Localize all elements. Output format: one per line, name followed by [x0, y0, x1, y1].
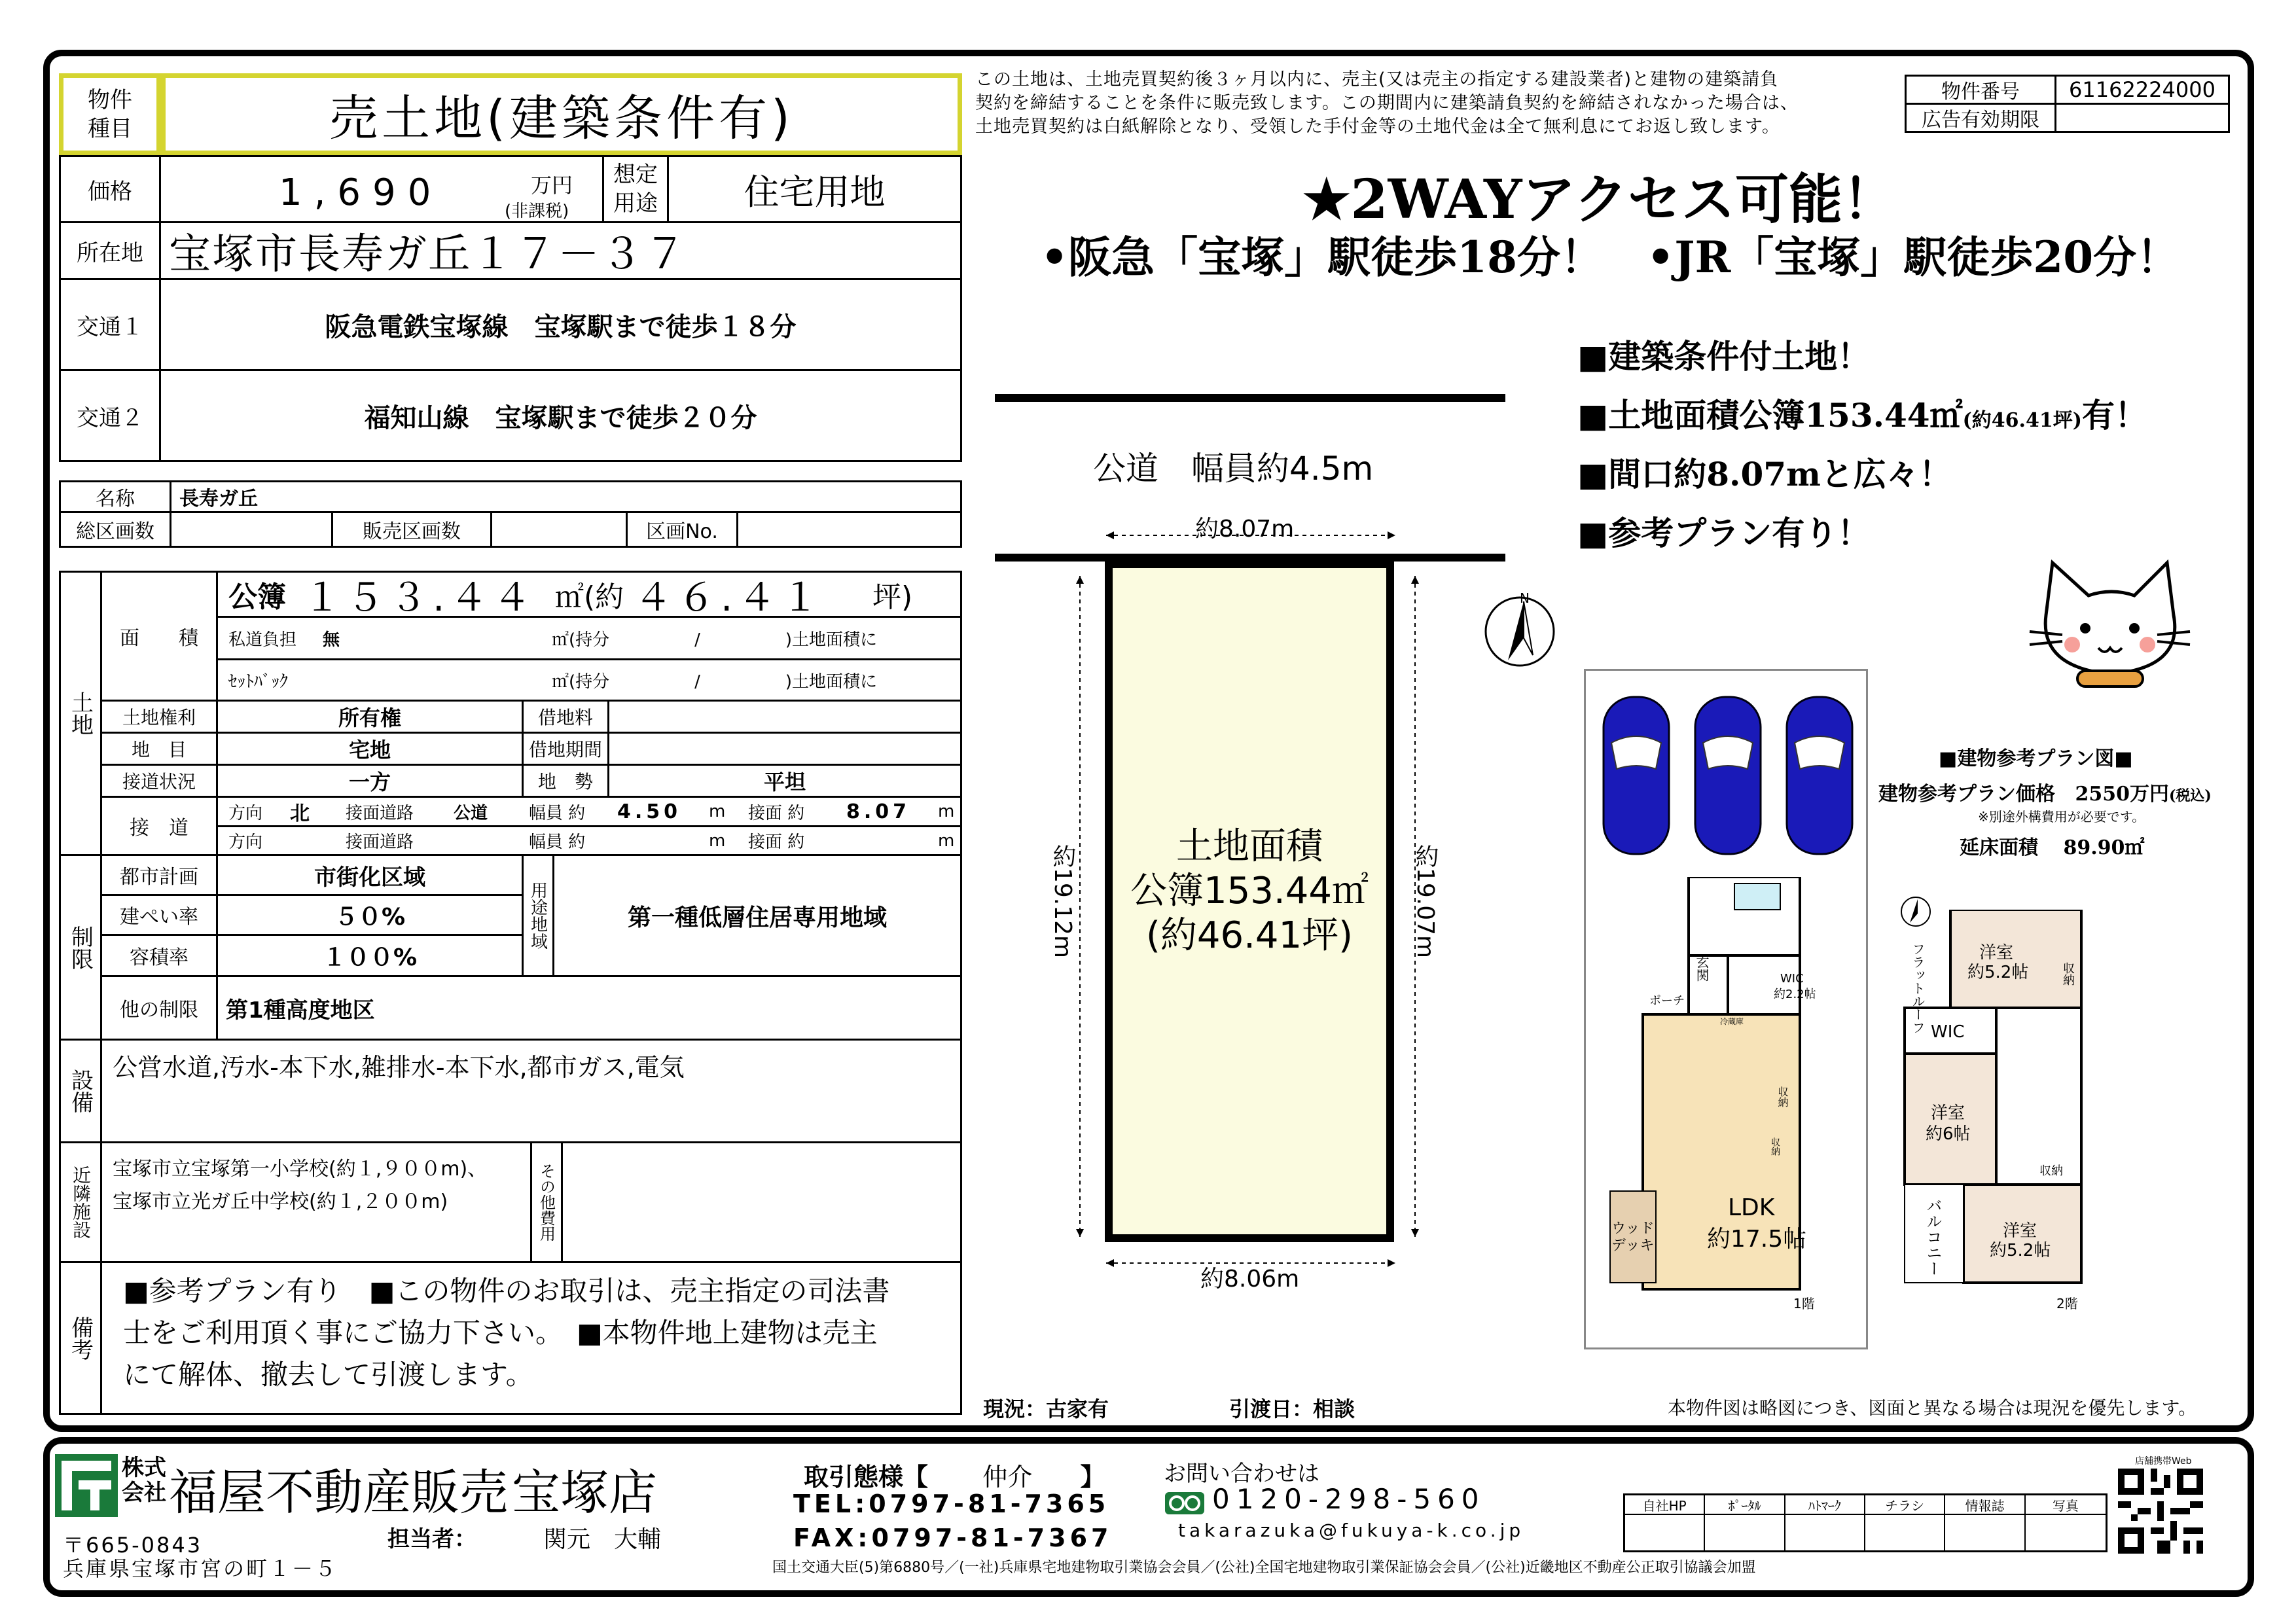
email[interactable]: takarazuka@fukuya-k.co.jp — [1178, 1520, 1525, 1541]
lot-no-label-cell — [626, 511, 738, 548]
contact-label: 接道状況 — [122, 771, 196, 793]
deal-end: 】 — [1080, 1463, 1105, 1491]
facilities-label-cell — [59, 1039, 102, 1143]
dim-left: 約19.12m — [1049, 844, 1076, 959]
property-type: 売土地(建築条件有) — [329, 90, 794, 147]
nearby-line-1: 宝塚市立宝塚第一小学校(約１,９００m)、 — [113, 1158, 488, 1181]
remarks-line-2: 士をご利用頂く事にご協力下さい。 ■本物件地上建物は売主 — [123, 1317, 878, 1349]
lot-name: 長寿ガ丘 — [179, 488, 258, 510]
lease-term-cell — [607, 732, 962, 766]
media-cell-2: ﾎﾟｰﾀﾙ — [1705, 1495, 1785, 1515]
land-section-label: 土地 — [67, 691, 94, 736]
headline-stations: •阪急「宝塚」駅徒歩18分！ •JR「宝塚」駅徒歩20分！ — [1041, 232, 2180, 283]
point-4: ■参考プラン有り！ — [1577, 514, 1871, 552]
transport1-cell — [159, 278, 962, 371]
handover-status: 引渡日：相談 — [1229, 1397, 1355, 1421]
zone-cell — [552, 854, 962, 977]
plan-note: ※別途外構費用が必要です。 — [1978, 809, 2145, 825]
plan-floor-value: 89.90㎡ — [2063, 836, 2145, 859]
staff-name: 関元 大輔 — [543, 1526, 662, 1553]
lease-term-label-cell — [522, 732, 609, 766]
road2-width-unit: m — [709, 830, 726, 851]
room-2f-western-a-size: 約5.2帖 — [1967, 963, 2029, 982]
total-lots-cell — [170, 511, 333, 548]
address-cell — [159, 221, 962, 280]
area-sqm-unit: ㎡(約 — [555, 580, 624, 614]
road1-cell — [216, 796, 962, 827]
sale-lots-label: 販売区画数 — [363, 520, 461, 543]
license: 国土交通大臣(5)第6880号／(一社)兵庫県宅地建物取引業協会会員／(公社)全国宅地建物取引業保証協会会員／(公社)近畿地区不動産公正取引協議会加盟 — [772, 1560, 1756, 1576]
coverage-cell — [216, 894, 524, 936]
media-cell-6: 写真 — [2026, 1495, 2106, 1515]
price-label: 価格 — [88, 178, 132, 205]
plan-tax: (税込) — [2168, 787, 2212, 804]
type-label-cell — [59, 73, 161, 155]
media-table — [1623, 1493, 2108, 1552]
plot-label-tsubo: (約46.41坪) — [1145, 914, 1353, 957]
far-label: 容積率 — [130, 946, 188, 969]
other-cost-cell — [561, 1141, 962, 1263]
coverage-value: ５０% — [334, 903, 406, 931]
transport1-label: 交通１ — [77, 313, 143, 340]
room-1f-storage: 収納 — [1776, 1086, 1789, 1107]
area-cell — [216, 571, 962, 618]
room-2f-western-b: 洋室 — [1931, 1103, 1965, 1123]
inquiry-label: お問い合わせは — [1164, 1461, 1319, 1487]
price-unit: 万円 — [531, 173, 573, 198]
dim-right: 約19.07m — [1412, 844, 1439, 959]
road1-direction: 北 — [290, 802, 310, 825]
room-2f-storage-b: 収納 — [2039, 1164, 2063, 1178]
road-label-cell — [100, 796, 218, 856]
sale-lots-cell — [490, 511, 628, 548]
road2-direction-label: 方向 — [228, 832, 263, 852]
road2-width-label: 幅員 約 — [529, 832, 586, 852]
point-3: ■間口約8.07mと広々！ — [1577, 455, 1952, 493]
lot-no-label: 区画No. — [646, 520, 718, 543]
other-restr-label-cell — [100, 975, 218, 1041]
room-2f-western-c-size: 約5.2帖 — [1990, 1241, 2051, 1260]
transport2-label-cell — [59, 369, 161, 462]
point-1: ■建築条件付土地！ — [1577, 337, 1871, 376]
room-1f-porch: ポーチ — [1649, 994, 1685, 1008]
other-cost-label: その他費用 — [537, 1163, 556, 1241]
transport2-label: 交通２ — [77, 404, 143, 431]
category-label: 地 目 — [131, 739, 187, 760]
qr-label: 店舗携帯Web — [2135, 1456, 2192, 1467]
sale-lots-label-cell — [331, 511, 492, 548]
price-value: 1,690 — [279, 171, 443, 214]
transport1-value: 阪急電鉄宝塚線 宝塚駅まで徒歩１８分 — [325, 312, 797, 342]
contact-value: 一方 — [348, 770, 391, 794]
point-2 — [1577, 389, 2147, 437]
road2-frontage-unit: m — [938, 830, 955, 851]
use-cell — [667, 155, 962, 223]
room-1f-wic-size: 約2.2帖 — [1774, 988, 1816, 1001]
current-status: 現況：古家有 — [983, 1397, 1109, 1421]
room-1f-storage-2: 収納 — [1770, 1137, 1780, 1156]
zone-label: 用途地域 — [528, 882, 548, 950]
terrain-value: 平坦 — [763, 770, 806, 794]
room-2f-western-c: 洋室 — [2003, 1221, 2037, 1241]
transport2-value: 福知山線 宝塚駅まで徒歩２０分 — [364, 402, 757, 433]
road1-width-unit: m — [709, 802, 726, 821]
private-road-cell — [216, 616, 962, 660]
room-1f-wic: WIC — [1780, 972, 1804, 986]
notice-line-3: 土地売買契約は白紙解除となり、受領した手付金等の土地代金は全て無利息にてお返し致します。 — [975, 116, 1780, 137]
road1-frontage-label: 接面 約 — [748, 803, 805, 823]
property-no-label-cell — [1905, 75, 2056, 105]
dim-bottom: 約8.06m — [1200, 1266, 1300, 1293]
room-1f-ldk-size: 約17.5帖 — [1707, 1226, 1807, 1253]
road1-frontage: 8.07 — [846, 800, 911, 823]
plan-price-label: 建物参考プラン価格 — [1878, 783, 2055, 806]
deal-label: 取引態様【 — [804, 1463, 929, 1491]
dim-top: 約8.07m — [1195, 516, 1295, 543]
room-1f-fridge: 冷蔵庫 — [1720, 1017, 1744, 1026]
room-2f-western-b-size: 約6帖 — [1926, 1124, 1971, 1144]
total-lots-label: 総区画数 — [76, 520, 154, 543]
point-2-end: 有！ — [2081, 396, 2147, 435]
area-sqm: １５３.４４ — [303, 575, 537, 620]
area-label: 面 積 — [120, 627, 198, 650]
other-restr-cell — [216, 975, 962, 1041]
category-cell — [216, 732, 524, 766]
company-name-text: 福屋不動産販売 — [169, 1465, 508, 1521]
company-zip: 〒665-0843 — [63, 1533, 203, 1558]
remarks-label-cell — [59, 1261, 102, 1415]
road-line-top — [995, 394, 1505, 402]
road1-width: 4.50 — [617, 800, 682, 823]
plot-label — [1113, 825, 1386, 958]
staff-label: 担当者： — [387, 1526, 476, 1552]
point-2-tsubo: (約46.41坪) — [1962, 409, 2082, 432]
room-1f-ldk: LDK — [1728, 1194, 1775, 1221]
plan-price-line — [1878, 777, 2212, 806]
tel[interactable]: TEL:0797-81-7365 — [793, 1489, 1110, 1518]
private-road-value: 無 — [323, 630, 340, 650]
contact-cell — [216, 764, 524, 798]
point-2-area: ■土地面積公簿153.44㎡ — [1577, 396, 1963, 435]
road2-cell — [216, 825, 962, 856]
corp-type: 株式会社 — [122, 1455, 166, 1506]
road-label: 接 道 — [130, 817, 188, 840]
room-2f-balcony: バルコニー — [1924, 1198, 1942, 1276]
lot-name-cell — [170, 480, 962, 513]
rights-label: 土地権利 — [122, 707, 196, 728]
terrain-label: 地 勢 — [537, 771, 593, 793]
transport2-cell — [159, 369, 962, 462]
setback-share: ㎡(持分 / )土地面積に — [552, 671, 878, 692]
tax-status: (非課税) — [505, 202, 569, 221]
company-name — [169, 1454, 657, 1524]
company-address: 兵庫県宝塚市宮の町１－５ — [63, 1556, 338, 1581]
land-section-label-cell — [59, 571, 102, 856]
plot-label-title: 土地面積 — [1176, 825, 1323, 868]
room-2f-wic: WIC — [1931, 1022, 1965, 1042]
rights-value: 所有権 — [338, 705, 401, 730]
media-cell-1: 自社HP — [1625, 1495, 1705, 1515]
transport1-label-cell — [59, 278, 161, 371]
restrictions-label: 制限 — [67, 925, 94, 970]
far-cell — [216, 934, 524, 977]
use-label: 想定用途 — [613, 162, 658, 217]
floor-1-label: 1階 — [1793, 1296, 1815, 1311]
other-restr-value: 第1種高度地区 — [226, 997, 375, 1024]
setback-cell — [216, 658, 962, 702]
remarks-label: 備考 — [67, 1315, 94, 1361]
restrictions-label-cell — [59, 854, 102, 1041]
price-cell — [159, 155, 604, 223]
ad-valid-label-cell — [1905, 103, 2056, 133]
setback-label: ｾｯﾄﾊﾞｯｸ — [228, 671, 289, 692]
property-no-label: 物件番号 — [1941, 80, 2020, 103]
remarks-line-3: にて解体、撤去して引渡します。 — [123, 1359, 533, 1391]
road1-direction-label: 方向 — [228, 803, 263, 823]
far-label-cell — [100, 934, 218, 977]
plot-label-sqm: 公簿153.44㎡ — [1130, 870, 1369, 912]
remarks-cell — [100, 1261, 962, 1415]
plan-title: ■建物参考プラン図■ — [1939, 747, 2133, 770]
facilities-cell — [100, 1039, 962, 1143]
north-label: N — [1520, 590, 1530, 606]
private-road-label: 私道負担 — [228, 630, 297, 650]
property-no-cell — [2054, 75, 2230, 105]
qr-code-icon[interactable] — [2118, 1469, 2203, 1554]
terrain-label-cell — [522, 764, 609, 798]
parking-cars — [1597, 690, 1859, 867]
notice-line-2: 契約を締結することを条件に販売致します。この期間内に建築請負契約を締結されなかった場合は、 — [975, 93, 1799, 113]
branch-name: 宝塚店 — [512, 1465, 657, 1521]
remarks-line-1: ■参考プラン有り ■この物件のお取引は、売主指定の司法書 — [123, 1275, 890, 1307]
nearby-cell — [100, 1141, 532, 1263]
city-value: 市街化区域 — [314, 864, 425, 891]
road1-type-label: 接面道路 — [346, 803, 414, 823]
zone-value: 第一種低層住居専用地域 — [627, 904, 887, 931]
ad-valid-cell — [2054, 103, 2230, 133]
coverage-label: 建ぺい率 — [120, 906, 198, 929]
terrain-cell — [607, 764, 962, 798]
plan-floor-area — [1960, 831, 2144, 860]
notice-line-1: この土地は、土地売買契約後３ヶ月以内に、売主(又は売主の指定する建設業者)と建物の建築請負 — [975, 69, 1779, 90]
free-dial[interactable]: 0120-298-560 — [1212, 1483, 1486, 1515]
disclaimer: 本物件図は略図につき、図面と異なる場合は現況を優先します。 — [1668, 1397, 2197, 1419]
price-label-cell — [59, 155, 161, 223]
address-label: 所在地 — [77, 240, 143, 266]
type-label: 物件種目 — [88, 86, 132, 142]
room-2f-western-a: 洋室 — [1979, 943, 2014, 963]
facilities-label: 設備 — [67, 1069, 94, 1113]
address-label-cell — [59, 221, 161, 280]
plan-north-icon — [1899, 895, 1932, 928]
room-2f-flat-roof: フラットルーフ — [1910, 942, 1926, 1034]
other-restr-label: 他の制限 — [120, 999, 198, 1022]
other-cost-label-cell — [530, 1141, 563, 1263]
room-1f-deck: ウッドデッキ — [1611, 1221, 1655, 1254]
use-value: 住宅用地 — [744, 171, 886, 213]
area-tsubo-unit: 坪) — [872, 580, 913, 614]
city-cell — [216, 854, 524, 896]
total-lots-label-cell — [59, 511, 171, 548]
company-logo-icon — [55, 1454, 118, 1517]
category-value: 宅地 — [348, 738, 391, 762]
private-road-share: ㎡(持分 / )土地面積に — [552, 630, 878, 650]
city-label-cell — [100, 854, 218, 896]
city-label: 都市計画 — [120, 866, 198, 889]
ad-valid-label: 広告有効期限 — [1922, 109, 2039, 132]
contact-label-cell — [100, 764, 218, 798]
property-no: 61162224000 — [2069, 77, 2215, 102]
plan-floor-label: 延床面積 — [1960, 836, 2038, 859]
road2-frontage-label: 接面 約 — [748, 832, 805, 852]
floor-2-label: 2階 — [2056, 1296, 2078, 1311]
nearby-label-cell — [59, 1141, 102, 1263]
room-2f-storage-a: 収納 — [2061, 962, 2075, 986]
media-cell-3: ﾊﾄﾏｰｸ — [1785, 1495, 1865, 1515]
coverage-label-cell — [100, 894, 218, 936]
type-value-cell — [161, 73, 962, 155]
nearby-line-2: 宝塚市立光ガ丘中学校(約１,２００m) — [113, 1190, 448, 1213]
lease-fee-cell — [607, 700, 962, 734]
area-label-cell — [100, 571, 218, 702]
far-value: １００% — [322, 944, 418, 971]
room-1f-entrance: 玄関 — [1694, 955, 1710, 982]
headline-title: ★2WAYアクセス可能！ — [1302, 168, 1897, 231]
nearby-label: 近隣施設 — [70, 1166, 92, 1239]
zone-label-cell — [522, 854, 554, 977]
rights-cell — [216, 700, 524, 734]
road-label: 公道 幅員約4.5m — [1093, 450, 1374, 488]
lot-no-cell — [736, 511, 962, 548]
deal-type-line — [804, 1457, 1105, 1493]
road2-type-label: 接面道路 — [346, 832, 414, 852]
media-cell-5: 情報誌 — [1945, 1495, 2025, 1515]
condition-notice — [975, 68, 1905, 139]
road1-frontage-unit: m — [938, 802, 955, 821]
address-value: 宝塚市長寿ガ丘１７－３７ — [169, 230, 687, 279]
lot-name-label-cell — [59, 480, 171, 513]
road1-type: 公道 — [454, 803, 488, 823]
fax: FAX:0797-81-7367 — [793, 1524, 1113, 1552]
lease-fee-label-cell — [522, 700, 609, 734]
plan-price: 2550万円 — [2075, 783, 2169, 806]
rights-label-cell — [100, 700, 218, 734]
cat-mascot-icon — [2026, 550, 2197, 700]
media-cell-4: チラシ — [1865, 1495, 1945, 1515]
area-tsubo: ４６.４１ — [634, 575, 825, 620]
use-label-cell — [602, 155, 669, 223]
lot-name-label: 名称 — [96, 488, 135, 510]
area-official-label: 公簿 — [228, 580, 286, 614]
category-label-cell — [100, 732, 218, 766]
freedial-icon — [1165, 1492, 1204, 1514]
facilities-value: 公営水道,汚水-本下水,雑排水-本下水,都市ガス,電気 — [113, 1053, 685, 1082]
deal-value: 仲介 — [982, 1463, 1033, 1491]
lease-term-label: 借地期間 — [528, 739, 602, 760]
lease-fee-label: 借地料 — [537, 707, 593, 728]
road1-width-label: 幅員 約 — [529, 803, 586, 823]
